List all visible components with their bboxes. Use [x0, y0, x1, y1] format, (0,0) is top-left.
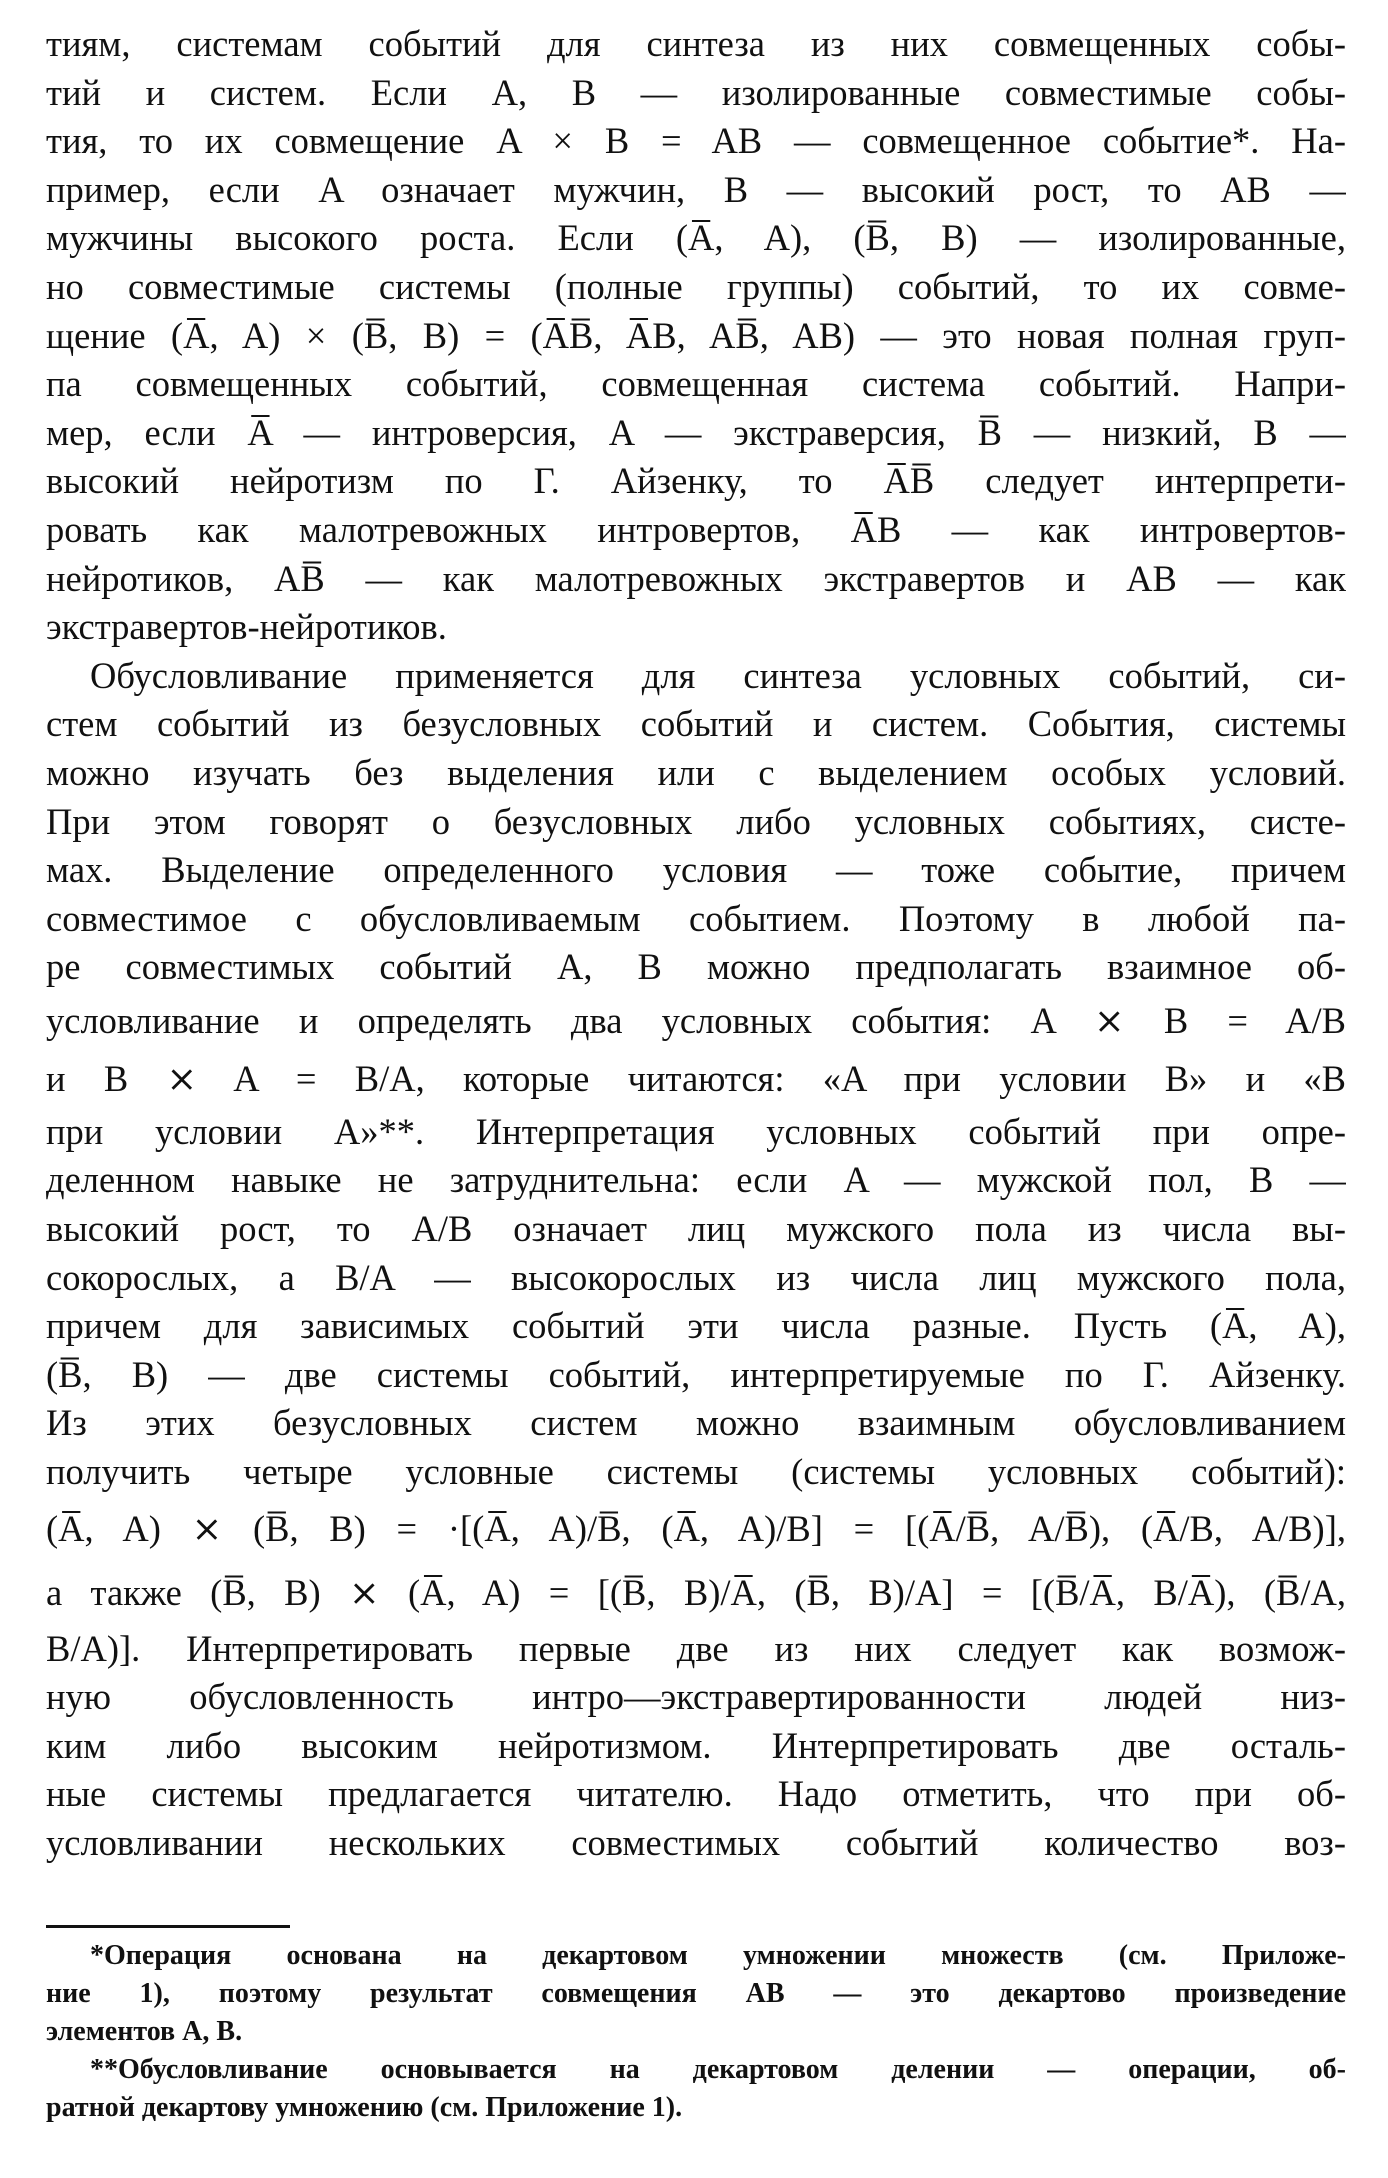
text-line: сокорослых, а B/A — высокорослых из числа лиц мужского пола, [46, 1256, 1346, 1298]
text-line: ровать как малотревожных интровертов, A̅B — как интровертов- [46, 508, 1346, 550]
text-line: можно изучать без выделения или с выделением особых условий. [46, 751, 1346, 793]
text-line: при условии A»**. Интерпретация условных событий при опре- [46, 1110, 1346, 1152]
footnote-line: *Операция основана на декартовом умножении множеств (см. Приложе- [90, 1940, 1346, 1971]
text-line: нейротиков, AB̅ — как малотревожных экстравертов и AB — как [46, 557, 1346, 599]
text-line: ре совместимых событий A, B можно предполагать взаимное об- [46, 946, 1346, 988]
text-line: причем для зависимых событий эти числа разные. Пусть (A̅, A), [46, 1305, 1346, 1347]
text-line: мах. Выделение определенного условия — тоже событие, причем [46, 849, 1346, 891]
footnote-line: элементов A, B. [46, 2016, 243, 2047]
formula-line: условливание и определять два условных события: A ⨯ B = A/B [46, 999, 1346, 1041]
text-line: но совместимые системы (полные группы) событий, то их совме- [46, 265, 1346, 307]
text-line: совместимое с обусловливаемым событием. Поэтому в любой па- [46, 897, 1346, 939]
text-line: При этом говорят о безусловных либо условных событиях, систе- [46, 800, 1346, 842]
text-line: мер, если A̅ — интроверсия, A — экстраверсия, B̅ — низкий, B — [46, 411, 1346, 453]
footnote-line: **Обусловливание основывается на декартовом делении — операции, об- [90, 2054, 1346, 2085]
text-line: пример, если A означает мужчин, B — высокий рост, то AB — [46, 168, 1346, 210]
formula-line: и B ⨯ A = B/A, которые читаются: «A при условии B» и «B [46, 1057, 1346, 1099]
text-line: ные системы предлагается читателю. Надо отметить, что при об- [46, 1773, 1346, 1815]
text-line: щение (A̅, A) × (B̅, B) = (A̅B̅, A̅B, AB̅, AB) — это новая полная груп- [46, 314, 1346, 356]
text-line: получить четыре условные системы (системы условных событий): [46, 1451, 1346, 1493]
text-line: тий и систем. Если A, B — изолированные совместимые собы- [46, 71, 1346, 113]
text-line: деленном навыке не затруднительна: если A — мужской пол, B — [46, 1159, 1346, 1201]
footnote-line: ратной декартову умножению (см. Приложение 1). [46, 2092, 683, 2123]
main-text [46, 20, 1346, 1868]
footnotes [46, 1937, 1346, 2127]
text-line: ким либо высоким нейротизмом. Интерпретировать две осталь- [46, 1724, 1346, 1766]
text-line: па совмещенных событий, совмещенная система событий. Напри- [46, 363, 1346, 405]
text-line: ную обусловленность интро—экстравертированности людей низ- [46, 1676, 1346, 1718]
text-line: высокий рост, то A/B означает лиц мужского пола из числа вы- [46, 1208, 1346, 1250]
formula-line: а также (B̅, B) ⨯ (A̅, A) = [(B̅, B)/A̅, (B̅, B)/A] = [(B̅/A̅, B/A̅), (B̅/A, [46, 1571, 1346, 1613]
text-line: Из этих безусловных систем можно взаимным обусловливанием [46, 1402, 1346, 1444]
footnote-divider [46, 1925, 290, 1928]
text-line: B/A)]. Интерпретировать первые две из них следует как возмож- [46, 1627, 1346, 1669]
text-line: экстравертов-нейротиков. [46, 606, 447, 648]
formula-line: (A̅, A) ⨯ (B̅, B) = ·[(A̅, A)/B̅, (A̅, A)/B] = [(A̅/B̅, A/B̅), (A̅/B, A/B)], [46, 1507, 1346, 1549]
text-line: высокий нейротизм по Г. Айзенку, то A̅B̅ следует интерпрети- [46, 460, 1346, 502]
text-line: стем событий из безусловных событий и систем. События, системы [46, 703, 1346, 745]
footnote-line: ние 1), поэтому результат совмещения AB — это декартово произведение [46, 1978, 1346, 2009]
text-line: (B̅, B) — две системы событий, интерпретируемые по Г. Айзенку. [46, 1353, 1346, 1395]
text-line: мужчины высокого роста. Если (A̅, A), (B̅, B) — изолированные, [46, 217, 1346, 259]
text-line: тиям, системам событий для синтеза из них совмещенных собы- [46, 23, 1346, 64]
text-line: условливании нескольких совместимых событий количество воз- [46, 1822, 1346, 1863]
paragraph-start-line: Обусловливание применяется для синтеза условных событий, си- [90, 654, 1346, 696]
text-line: тия, то их совмещение A × B = AB — совмещенное событие*. На- [46, 120, 1346, 162]
